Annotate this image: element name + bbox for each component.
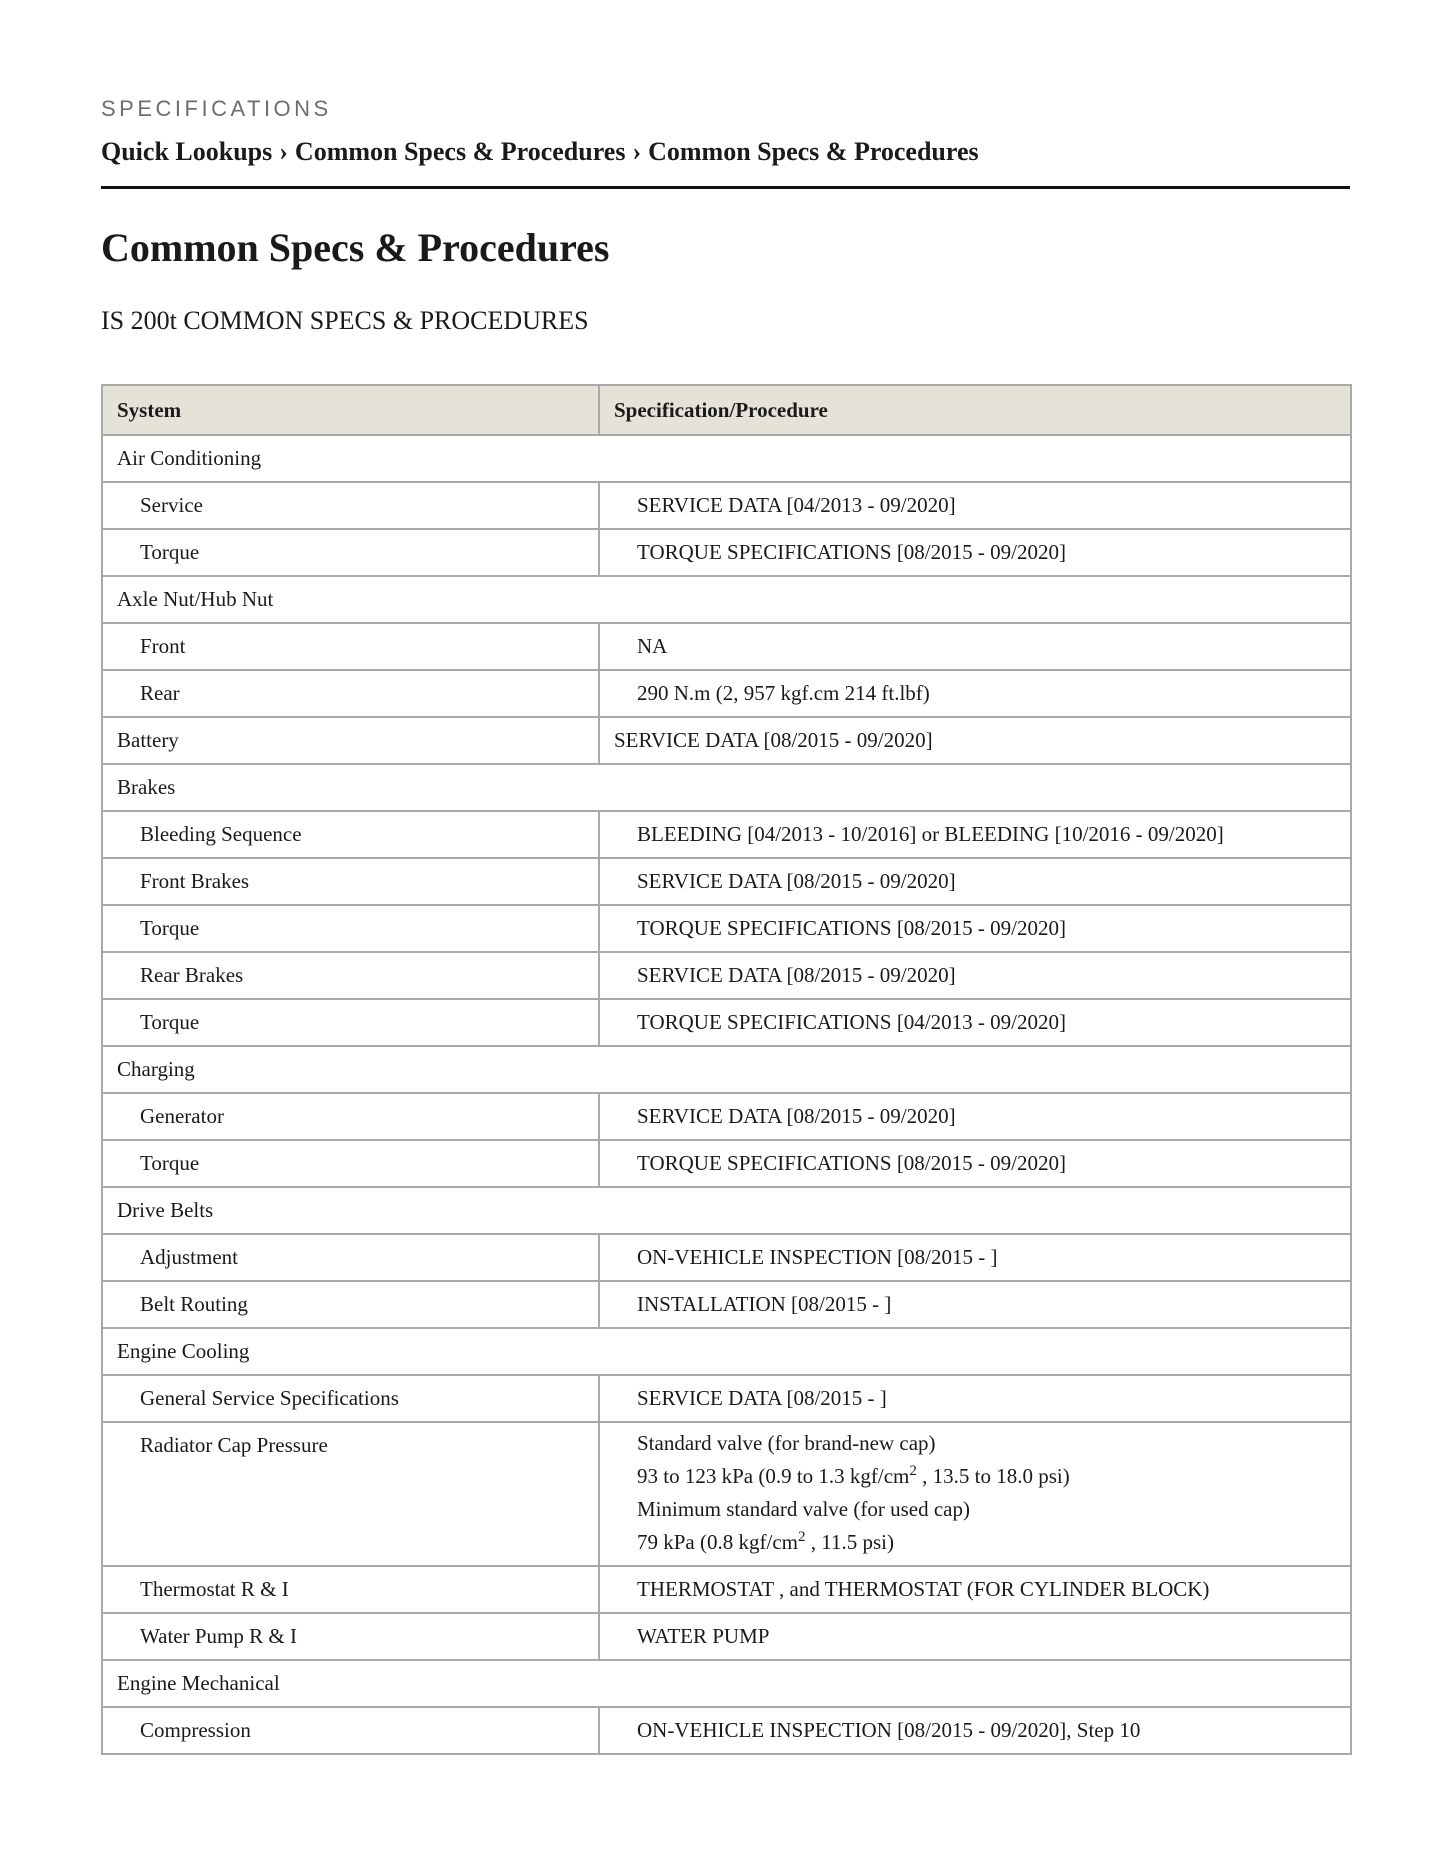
breadcrumb-item-common-specs[interactable]: Common Specs & Procedures [294,137,626,166]
specification-line [637,1493,1350,1526]
table-row [102,1140,1351,1187]
specification-cell: THERMOSTAT , and THERMOSTAT (FOR CYLINDER BLOCK) [599,1566,1351,1613]
specification-cell: SERVICE DATA [08/2015 - 09/2020] [599,952,1351,999]
table-row [102,952,1351,999]
table-header-row [102,385,1351,435]
table-row [102,764,1351,811]
system-cell: Front Brakes [102,858,599,905]
system-cell: Belt Routing [102,1281,599,1328]
table-row [102,811,1351,858]
specification-line [637,1427,1350,1460]
system-group-label: Drive Belts [102,1187,1351,1234]
system-cell: Adjustment [102,1234,599,1281]
table-row [102,1187,1351,1234]
specification-cell: BLEEDING [04/2013 - 10/2016] or BLEEDING [10/2016 - 09/2020] [599,811,1351,858]
specification-cell: SERVICE DATA [08/2015 - 09/2020] [599,858,1351,905]
system-group-label: Axle Nut/Hub Nut [102,576,1351,623]
specification-cell: TORQUE SPECIFICATIONS [04/2013 - 09/2020] [599,999,1351,1046]
table-row [102,1613,1351,1660]
specification-cell: NA [599,623,1351,670]
page-title: Common Specs & Procedures [101,225,610,270]
breadcrumb-item-quick-lookups[interactable]: Quick Lookups [101,137,273,166]
table-row [102,1375,1351,1422]
specification-cell: TORQUE SPECIFICATIONS [08/2015 - 09/2020] [599,905,1351,952]
system-group-label: Engine Cooling [102,1328,1351,1375]
system-group-label: Brakes [102,764,1351,811]
specification-line-text: 93 to 123 kPa (0.9 to 1.3 kgf/cm [637,1464,910,1488]
table-row [102,623,1351,670]
breadcrumb-separator: › [279,137,288,166]
system-cell: General Service Specifications [102,1375,599,1422]
table-row [102,529,1351,576]
table-row [102,1046,1351,1093]
system-cell: Generator [102,1093,599,1140]
breadcrumb-item-current: Common Specs & Procedures [648,137,979,166]
specification-cell: INSTALLATION [08/2015 - ] [599,1281,1351,1328]
system-cell: Bleeding Sequence [102,811,599,858]
table-row [102,999,1351,1046]
system-cell: Compression [102,1707,599,1754]
table-row [102,1234,1351,1281]
specification-line-text: Minimum standard valve (for used cap) [637,1497,970,1521]
breadcrumb [101,136,1350,189]
system-cell: Thermostat R & I [102,1566,599,1613]
superscript-exponent: 2 [797,1529,806,1545]
table-row [102,576,1351,623]
specification-cell: SERVICE DATA [04/2013 - 09/2020] [599,482,1351,529]
system-cell: Torque [102,999,599,1046]
system-cell: Front [102,623,599,670]
system-cell: Rear Brakes [102,952,599,999]
specification-line [637,1460,1350,1493]
section-kicker: SPECIFICATIONS [101,96,332,121]
column-header-system: System [102,385,599,435]
column-header-specification: Specification/Procedure [599,385,1351,435]
specification-cell: WATER PUMP [599,1613,1351,1660]
table-row [102,1281,1351,1328]
specification-cell: SERVICE DATA [08/2015 - 09/2020] [599,717,1351,764]
table-row [102,717,1351,764]
specification-cell: ON-VEHICLE INSPECTION [08/2015 - 09/2020], Step 10 [599,1707,1351,1754]
table-row [102,482,1351,529]
superscript-exponent: 2 [909,1463,917,1479]
system-cell: Battery [102,717,599,764]
table-row [102,858,1351,905]
breadcrumb-separator: › [632,137,642,166]
table-body [102,435,1351,1754]
system-group-label: Charging [102,1046,1351,1093]
specification-cell: ON-VEHICLE INSPECTION [08/2015 - ] [599,1234,1351,1281]
specs-table [101,384,1352,1755]
specification-line [637,1526,1350,1559]
specification-cell [599,1422,1351,1566]
system-cell: Torque [102,529,599,576]
table-row [102,1566,1351,1613]
system-cell: Service [102,482,599,529]
system-group-label: Engine Mechanical [102,1660,1351,1707]
table-row [102,1660,1351,1707]
specification-line-text: Standard valve (for brand-new cap) [637,1431,936,1455]
table-row [102,1707,1351,1754]
table-row [102,670,1351,717]
system-cell: Rear [102,670,599,717]
table-row [102,1093,1351,1140]
system-cell: Water Pump R & I [102,1613,599,1660]
specification-cell: TORQUE SPECIFICATIONS [08/2015 - 09/2020] [599,1140,1351,1187]
system-cell: Torque [102,905,599,952]
specification-line-suffix: , 11.5 psi) [805,1530,894,1554]
document-page [101,96,1350,1755]
table-row [102,1422,1351,1566]
system-cell: Radiator Cap Pressure [102,1422,599,1566]
specification-cell: SERVICE DATA [08/2015 - 09/2020] [599,1093,1351,1140]
specification-line-text: 79 kPa (0.8 kgf/cm [637,1530,798,1554]
table-row [102,1328,1351,1375]
specification-line-suffix: , 13.5 to 18.0 psi) [916,1464,1070,1488]
table-row [102,905,1351,952]
system-group-label: Air Conditioning [102,435,1351,482]
table-row [102,435,1351,482]
system-cell: Torque [102,1140,599,1187]
specification-cell: SERVICE DATA [08/2015 - ] [599,1375,1351,1422]
specification-cell: 290 N.m (2, 957 kgf.cm 214 ft.lbf) [599,670,1351,717]
page-subtitle: IS 200t COMMON SPECS & PROCEDURES [101,306,589,335]
specification-cell: TORQUE SPECIFICATIONS [08/2015 - 09/2020] [599,529,1351,576]
